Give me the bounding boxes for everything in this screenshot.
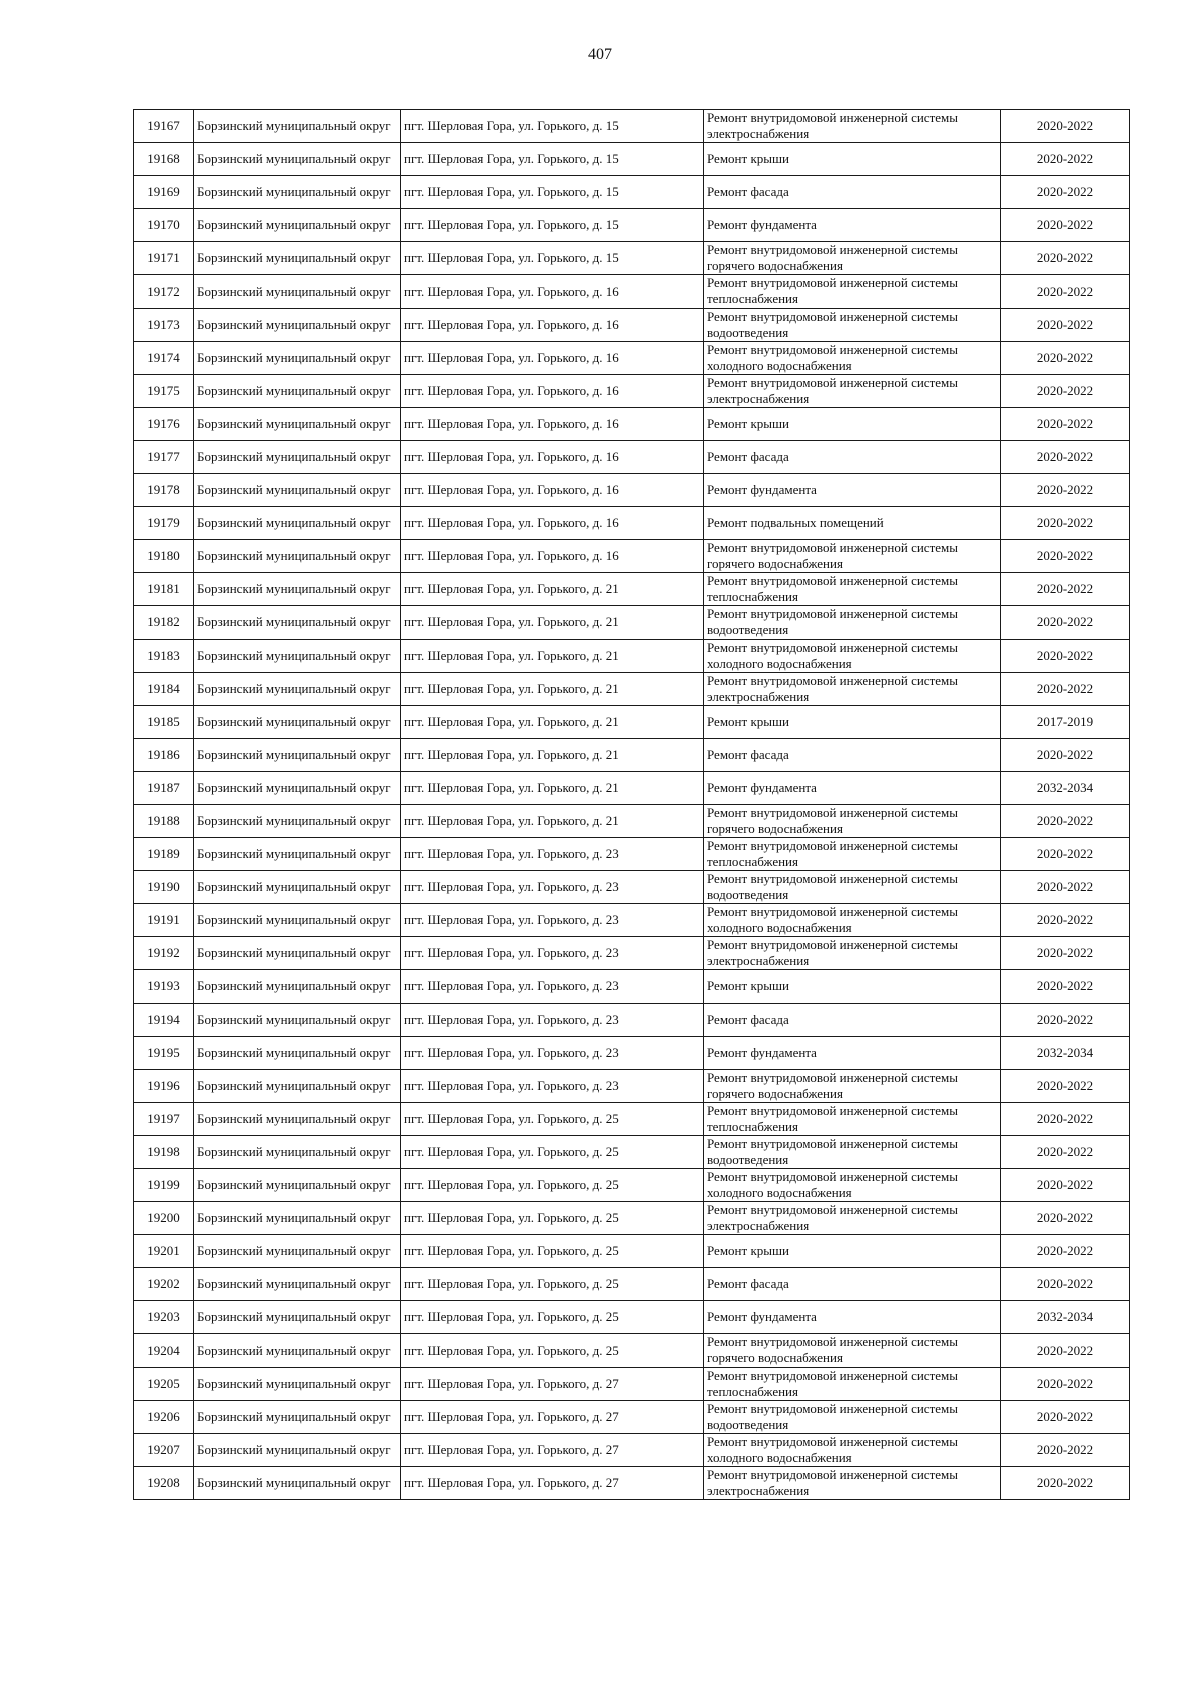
- row-number-cell: 19201: [134, 1235, 194, 1268]
- address-cell: пгт. Шерловая Гора, ул. Горького, д. 15: [401, 110, 704, 143]
- district-cell: Борзинский муниципальный округ: [194, 143, 401, 176]
- row-number-cell: 19200: [134, 1202, 194, 1235]
- work-type-cell: Ремонт фундамента: [704, 1036, 1001, 1069]
- address-cell: пгт. Шерловая Гора, ул. Горького, д. 25: [401, 1301, 704, 1334]
- district-cell: Борзинский муниципальный округ: [194, 176, 401, 209]
- work-type-cell: Ремонт крыши: [704, 970, 1001, 1003]
- work-type-cell: Ремонт внутридомовой инженерной системы теплоснабжения: [704, 275, 1001, 308]
- row-number-cell: 19198: [134, 1135, 194, 1168]
- table-row: [134, 639, 1130, 672]
- table-row: [134, 1367, 1130, 1400]
- table-row: [134, 1400, 1130, 1433]
- row-number-cell: 19199: [134, 1169, 194, 1202]
- period-cell: 2020-2022: [1001, 176, 1130, 209]
- table-body: [134, 110, 1130, 1500]
- district-cell: Борзинский муниципальный округ: [194, 838, 401, 871]
- period-cell: 2020-2022: [1001, 1367, 1130, 1400]
- table-row: [134, 1003, 1130, 1036]
- table-row: [134, 1235, 1130, 1268]
- period-cell: 2020-2022: [1001, 1003, 1130, 1036]
- period-cell: 2020-2022: [1001, 970, 1130, 1003]
- district-cell: Борзинский муниципальный округ: [194, 474, 401, 507]
- district-cell: Борзинский муниципальный округ: [194, 1268, 401, 1301]
- row-number-cell: 19189: [134, 838, 194, 871]
- row-number-cell: 19185: [134, 705, 194, 738]
- address-cell: пгт. Шерловая Гора, ул. Горького, д. 25: [401, 1102, 704, 1135]
- address-cell: пгт. Шерловая Гора, ул. Горького, д. 21: [401, 705, 704, 738]
- work-type-cell: Ремонт внутридомовой инженерной системы теплоснабжения: [704, 838, 1001, 871]
- period-cell: 2020-2022: [1001, 1202, 1130, 1235]
- address-cell: пгт. Шерловая Гора, ул. Горького, д. 27: [401, 1433, 704, 1466]
- district-cell: Борзинский муниципальный округ: [194, 738, 401, 771]
- district-cell: Борзинский муниципальный округ: [194, 606, 401, 639]
- table-row: [134, 738, 1130, 771]
- row-number-cell: 19172: [134, 275, 194, 308]
- table-row: [134, 275, 1130, 308]
- address-cell: пгт. Шерловая Гора, ул. Горького, д. 21: [401, 639, 704, 672]
- district-cell: Борзинский муниципальный округ: [194, 407, 401, 440]
- address-cell: пгт. Шерловая Гора, ул. Горького, д. 21: [401, 771, 704, 804]
- row-number-cell: 19179: [134, 507, 194, 540]
- table-row: [134, 540, 1130, 573]
- row-number-cell: 19202: [134, 1268, 194, 1301]
- period-cell: 2020-2022: [1001, 1268, 1130, 1301]
- work-type-cell: Ремонт внутридомовой инженерной системы водоотведения: [704, 308, 1001, 341]
- address-cell: пгт. Шерловая Гора, ул. Горького, д. 15: [401, 209, 704, 242]
- address-cell: пгт. Шерловая Гора, ул. Горького, д. 16: [401, 474, 704, 507]
- row-number-cell: 19174: [134, 341, 194, 374]
- period-cell: 2020-2022: [1001, 143, 1130, 176]
- table-row: [134, 1202, 1130, 1235]
- district-cell: Борзинский муниципальный округ: [194, 705, 401, 738]
- address-cell: пгт. Шерловая Гора, ул. Горького, д. 16: [401, 341, 704, 374]
- row-number-cell: 19184: [134, 672, 194, 705]
- table-row: [134, 143, 1130, 176]
- row-number-cell: 19196: [134, 1069, 194, 1102]
- period-cell: 2020-2022: [1001, 738, 1130, 771]
- address-cell: пгт. Шерловая Гора, ул. Горького, д. 27: [401, 1367, 704, 1400]
- address-cell: пгт. Шерловая Гора, ул. Горького, д. 23: [401, 838, 704, 871]
- address-cell: пгт. Шерловая Гора, ул. Горького, д. 16: [401, 308, 704, 341]
- district-cell: Борзинский муниципальный округ: [194, 440, 401, 473]
- work-type-cell: Ремонт внутридомовой инженерной системы теплоснабжения: [704, 573, 1001, 606]
- address-cell: пгт. Шерловая Гора, ул. Горького, д. 23: [401, 1069, 704, 1102]
- work-type-cell: Ремонт внутридомовой инженерной системы горячего водоснабжения: [704, 1069, 1001, 1102]
- work-type-cell: Ремонт внутридомовой инженерной системы электроснабжения: [704, 937, 1001, 970]
- period-cell: 2020-2022: [1001, 1102, 1130, 1135]
- table-row: [134, 705, 1130, 738]
- work-type-cell: Ремонт внутридомовой инженерной системы горячего водоснабжения: [704, 804, 1001, 837]
- period-cell: 2020-2022: [1001, 639, 1130, 672]
- work-type-cell: Ремонт внутридомовой инженерной системы водоотведения: [704, 871, 1001, 904]
- district-cell: Борзинский муниципальный округ: [194, 1202, 401, 1235]
- period-cell: 2020-2022: [1001, 937, 1130, 970]
- row-number-cell: 19169: [134, 176, 194, 209]
- period-cell: 2020-2022: [1001, 1400, 1130, 1433]
- period-cell: 2020-2022: [1001, 308, 1130, 341]
- table-row: [134, 1102, 1130, 1135]
- district-cell: Борзинский муниципальный округ: [194, 1169, 401, 1202]
- table-row: [134, 606, 1130, 639]
- period-cell: 2020-2022: [1001, 1069, 1130, 1102]
- period-cell: 2020-2022: [1001, 1169, 1130, 1202]
- work-type-cell: Ремонт крыши: [704, 705, 1001, 738]
- district-cell: Борзинский муниципальный округ: [194, 804, 401, 837]
- district-cell: Борзинский муниципальный округ: [194, 507, 401, 540]
- district-cell: Борзинский муниципальный округ: [194, 1334, 401, 1367]
- address-cell: пгт. Шерловая Гора, ул. Горького, д. 25: [401, 1202, 704, 1235]
- work-type-cell: Ремонт внутридомовой инженерной системы водоотведения: [704, 1135, 1001, 1168]
- table-row: [134, 308, 1130, 341]
- table-row: [134, 1334, 1130, 1367]
- table-row: [134, 1301, 1130, 1334]
- period-cell: 2020-2022: [1001, 374, 1130, 407]
- table-row: [134, 672, 1130, 705]
- district-cell: Борзинский муниципальный округ: [194, 639, 401, 672]
- address-cell: пгт. Шерловая Гора, ул. Горького, д. 27: [401, 1466, 704, 1499]
- table-row: [134, 771, 1130, 804]
- table-row: [134, 440, 1130, 473]
- repair-schedule-table: [133, 109, 1130, 1500]
- address-cell: пгт. Шерловая Гора, ул. Горького, д. 15: [401, 143, 704, 176]
- district-cell: Борзинский муниципальный округ: [194, 573, 401, 606]
- district-cell: Борзинский муниципальный округ: [194, 904, 401, 937]
- address-cell: пгт. Шерловая Гора, ул. Горького, д. 21: [401, 672, 704, 705]
- district-cell: Борзинский муниципальный округ: [194, 1400, 401, 1433]
- row-number-cell: 19205: [134, 1367, 194, 1400]
- period-cell: 2020-2022: [1001, 804, 1130, 837]
- district-cell: Борзинский муниципальный округ: [194, 1367, 401, 1400]
- period-cell: 2020-2022: [1001, 474, 1130, 507]
- district-cell: Борзинский муниципальный округ: [194, 308, 401, 341]
- address-cell: пгт. Шерловая Гора, ул. Горького, д. 16: [401, 440, 704, 473]
- work-type-cell: Ремонт внутридомовой инженерной системы холодного водоснабжения: [704, 1433, 1001, 1466]
- table-row: [134, 904, 1130, 937]
- address-cell: пгт. Шерловая Гора, ул. Горького, д. 27: [401, 1400, 704, 1433]
- period-cell: 2017-2019: [1001, 705, 1130, 738]
- row-number-cell: 19173: [134, 308, 194, 341]
- district-cell: Борзинский муниципальный округ: [194, 1301, 401, 1334]
- work-type-cell: Ремонт фасада: [704, 738, 1001, 771]
- work-type-cell: Ремонт внутридомовой инженерной системы электроснабжения: [704, 1202, 1001, 1235]
- work-type-cell: Ремонт фасада: [704, 440, 1001, 473]
- row-number-cell: 19186: [134, 738, 194, 771]
- district-cell: Борзинский муниципальный округ: [194, 1235, 401, 1268]
- district-cell: Борзинский муниципальный округ: [194, 374, 401, 407]
- district-cell: Борзинский муниципальный округ: [194, 1135, 401, 1168]
- row-number-cell: 19190: [134, 871, 194, 904]
- row-number-cell: 19193: [134, 970, 194, 1003]
- district-cell: Борзинский муниципальный округ: [194, 937, 401, 970]
- address-cell: пгт. Шерловая Гора, ул. Горького, д. 25: [401, 1135, 704, 1168]
- work-type-cell: Ремонт крыши: [704, 143, 1001, 176]
- address-cell: пгт. Шерловая Гора, ул. Горького, д. 23: [401, 970, 704, 1003]
- address-cell: пгт. Шерловая Гора, ул. Горького, д. 25: [401, 1169, 704, 1202]
- district-cell: Борзинский муниципальный округ: [194, 1036, 401, 1069]
- district-cell: Борзинский муниципальный округ: [194, 1003, 401, 1036]
- table-row: [134, 474, 1130, 507]
- work-type-cell: Ремонт внутридомовой инженерной системы холодного водоснабжения: [704, 639, 1001, 672]
- period-cell: 2020-2022: [1001, 838, 1130, 871]
- work-type-cell: Ремонт внутридомовой инженерной системы теплоснабжения: [704, 1102, 1001, 1135]
- period-cell: 2020-2022: [1001, 573, 1130, 606]
- address-cell: пгт. Шерловая Гора, ул. Горького, д. 23: [401, 871, 704, 904]
- period-cell: 2020-2022: [1001, 904, 1130, 937]
- period-cell: 2020-2022: [1001, 1466, 1130, 1499]
- table-row: [134, 970, 1130, 1003]
- table-row: [134, 1466, 1130, 1499]
- work-type-cell: Ремонт фасада: [704, 1003, 1001, 1036]
- address-cell: пгт. Шерловая Гора, ул. Горького, д. 21: [401, 573, 704, 606]
- address-cell: пгт. Шерловая Гора, ул. Горького, д. 21: [401, 804, 704, 837]
- period-cell: 2020-2022: [1001, 1135, 1130, 1168]
- period-cell: 2020-2022: [1001, 275, 1130, 308]
- period-cell: 2020-2022: [1001, 1334, 1130, 1367]
- work-type-cell: Ремонт внутридомовой инженерной системы электроснабжения: [704, 672, 1001, 705]
- period-cell: 2020-2022: [1001, 1235, 1130, 1268]
- page-number: 407: [588, 46, 612, 63]
- district-cell: Борзинский муниципальный округ: [194, 275, 401, 308]
- row-number-cell: 19207: [134, 1433, 194, 1466]
- address-cell: пгт. Шерловая Гора, ул. Горького, д. 16: [401, 407, 704, 440]
- period-cell: 2020-2022: [1001, 672, 1130, 705]
- address-cell: пгт. Шерловая Гора, ул. Горького, д. 23: [401, 1036, 704, 1069]
- work-type-cell: Ремонт фундамента: [704, 771, 1001, 804]
- work-type-cell: Ремонт внутридомовой инженерной системы холодного водоснабжения: [704, 1169, 1001, 1202]
- address-cell: пгт. Шерловая Гора, ул. Горького, д. 25: [401, 1268, 704, 1301]
- table-row: [134, 1433, 1130, 1466]
- row-number-cell: 19175: [134, 374, 194, 407]
- work-type-cell: Ремонт фундамента: [704, 1301, 1001, 1334]
- row-number-cell: 19188: [134, 804, 194, 837]
- period-cell: 2020-2022: [1001, 407, 1130, 440]
- period-cell: 2020-2022: [1001, 341, 1130, 374]
- table-row: [134, 407, 1130, 440]
- table-row: [134, 1268, 1130, 1301]
- row-number-cell: 19204: [134, 1334, 194, 1367]
- work-type-cell: Ремонт фундамента: [704, 474, 1001, 507]
- work-type-cell: Ремонт внутридомовой инженерной системы водоотведения: [704, 606, 1001, 639]
- table-row: [134, 110, 1130, 143]
- table-row: [134, 871, 1130, 904]
- address-cell: пгт. Шерловая Гора, ул. Горького, д. 21: [401, 738, 704, 771]
- address-cell: пгт. Шерловая Гора, ул. Горького, д. 15: [401, 176, 704, 209]
- work-type-cell: Ремонт подвальных помещений: [704, 507, 1001, 540]
- period-cell: 2020-2022: [1001, 110, 1130, 143]
- row-number-cell: 19168: [134, 143, 194, 176]
- work-type-cell: Ремонт внутридомовой инженерной системы холодного водоснабжения: [704, 904, 1001, 937]
- address-cell: пгт. Шерловая Гора, ул. Горького, д. 16: [401, 374, 704, 407]
- period-cell: 2020-2022: [1001, 507, 1130, 540]
- address-cell: пгт. Шерловая Гора, ул. Горького, д. 25: [401, 1334, 704, 1367]
- row-number-cell: 19195: [134, 1036, 194, 1069]
- table-row: [134, 1036, 1130, 1069]
- district-cell: Борзинский муниципальный округ: [194, 540, 401, 573]
- district-cell: Борзинский муниципальный округ: [194, 1102, 401, 1135]
- district-cell: Борзинский муниципальный округ: [194, 341, 401, 374]
- district-cell: Борзинский муниципальный округ: [194, 771, 401, 804]
- work-type-cell: Ремонт крыши: [704, 1235, 1001, 1268]
- row-number-cell: 19178: [134, 474, 194, 507]
- row-number-cell: 19182: [134, 606, 194, 639]
- table-row: [134, 374, 1130, 407]
- work-type-cell: Ремонт внутридомовой инженерной системы водоотведения: [704, 1400, 1001, 1433]
- row-number-cell: 19177: [134, 440, 194, 473]
- row-number-cell: 19187: [134, 771, 194, 804]
- table-row: [134, 209, 1130, 242]
- table-row: [134, 937, 1130, 970]
- row-number-cell: 19170: [134, 209, 194, 242]
- period-cell: 2020-2022: [1001, 1433, 1130, 1466]
- address-cell: пгт. Шерловая Гора, ул. Горького, д. 23: [401, 937, 704, 970]
- period-cell: 2020-2022: [1001, 540, 1130, 573]
- period-cell: 2020-2022: [1001, 606, 1130, 639]
- address-cell: пгт. Шерловая Гора, ул. Горького, д. 23: [401, 904, 704, 937]
- row-number-cell: 19167: [134, 110, 194, 143]
- row-number-cell: 19171: [134, 242, 194, 275]
- address-cell: пгт. Шерловая Гора, ул. Горького, д. 25: [401, 1235, 704, 1268]
- work-type-cell: Ремонт внутридомовой инженерной системы горячего водоснабжения: [704, 1334, 1001, 1367]
- district-cell: Борзинский муниципальный округ: [194, 209, 401, 242]
- address-cell: пгт. Шерловая Гора, ул. Горького, д. 16: [401, 275, 704, 308]
- work-type-cell: Ремонт внутридомовой инженерной системы горячего водоснабжения: [704, 242, 1001, 275]
- work-type-cell: Ремонт внутридомовой инженерной системы горячего водоснабжения: [704, 540, 1001, 573]
- table-row: [134, 242, 1130, 275]
- row-number-cell: 19183: [134, 639, 194, 672]
- table-row: [134, 1169, 1130, 1202]
- period-cell: 2032-2034: [1001, 1036, 1130, 1069]
- district-cell: Борзинский муниципальный округ: [194, 1069, 401, 1102]
- period-cell: 2032-2034: [1001, 771, 1130, 804]
- table-row: [134, 804, 1130, 837]
- work-type-cell: Ремонт внутридомовой инженерной системы электроснабжения: [704, 110, 1001, 143]
- period-cell: 2020-2022: [1001, 209, 1130, 242]
- table-row: [134, 838, 1130, 871]
- work-type-cell: Ремонт фундамента: [704, 209, 1001, 242]
- work-type-cell: Ремонт фасада: [704, 1268, 1001, 1301]
- work-type-cell: Ремонт внутридомовой инженерной системы электроснабжения: [704, 1466, 1001, 1499]
- address-cell: пгт. Шерловая Гора, ул. Горького, д. 16: [401, 507, 704, 540]
- row-number-cell: 19206: [134, 1400, 194, 1433]
- address-cell: пгт. Шерловая Гора, ул. Горького, д. 15: [401, 242, 704, 275]
- row-number-cell: 19180: [134, 540, 194, 573]
- address-cell: пгт. Шерловая Гора, ул. Горького, д. 21: [401, 606, 704, 639]
- district-cell: Борзинский муниципальный округ: [194, 110, 401, 143]
- row-number-cell: 19181: [134, 573, 194, 606]
- district-cell: Борзинский муниципальный округ: [194, 242, 401, 275]
- district-cell: Борзинский муниципальный округ: [194, 1433, 401, 1466]
- district-cell: Борзинский муниципальный округ: [194, 871, 401, 904]
- work-type-cell: Ремонт внутридомовой инженерной системы электроснабжения: [704, 374, 1001, 407]
- period-cell: 2020-2022: [1001, 242, 1130, 275]
- table-row: [134, 573, 1130, 606]
- period-cell: 2032-2034: [1001, 1301, 1130, 1334]
- table-row: [134, 176, 1130, 209]
- period-cell: 2020-2022: [1001, 871, 1130, 904]
- table-row: [134, 507, 1130, 540]
- row-number-cell: 19197: [134, 1102, 194, 1135]
- table-row: [134, 341, 1130, 374]
- district-cell: Борзинский муниципальный округ: [194, 672, 401, 705]
- address-cell: пгт. Шерловая Гора, ул. Горького, д. 23: [401, 1003, 704, 1036]
- period-cell: 2020-2022: [1001, 440, 1130, 473]
- district-cell: Борзинский муниципальный округ: [194, 970, 401, 1003]
- row-number-cell: 19192: [134, 937, 194, 970]
- row-number-cell: 19176: [134, 407, 194, 440]
- table-row: [134, 1069, 1130, 1102]
- work-type-cell: Ремонт фасада: [704, 176, 1001, 209]
- row-number-cell: 19191: [134, 904, 194, 937]
- district-cell: Борзинский муниципальный округ: [194, 1466, 401, 1499]
- row-number-cell: 19203: [134, 1301, 194, 1334]
- address-cell: пгт. Шерловая Гора, ул. Горького, д. 16: [401, 540, 704, 573]
- work-type-cell: Ремонт внутридомовой инженерной системы теплоснабжения: [704, 1367, 1001, 1400]
- row-number-cell: 19208: [134, 1466, 194, 1499]
- row-number-cell: 19194: [134, 1003, 194, 1036]
- work-type-cell: Ремонт крыши: [704, 407, 1001, 440]
- table-row: [134, 1135, 1130, 1168]
- work-type-cell: Ремонт внутридомовой инженерной системы холодного водоснабжения: [704, 341, 1001, 374]
